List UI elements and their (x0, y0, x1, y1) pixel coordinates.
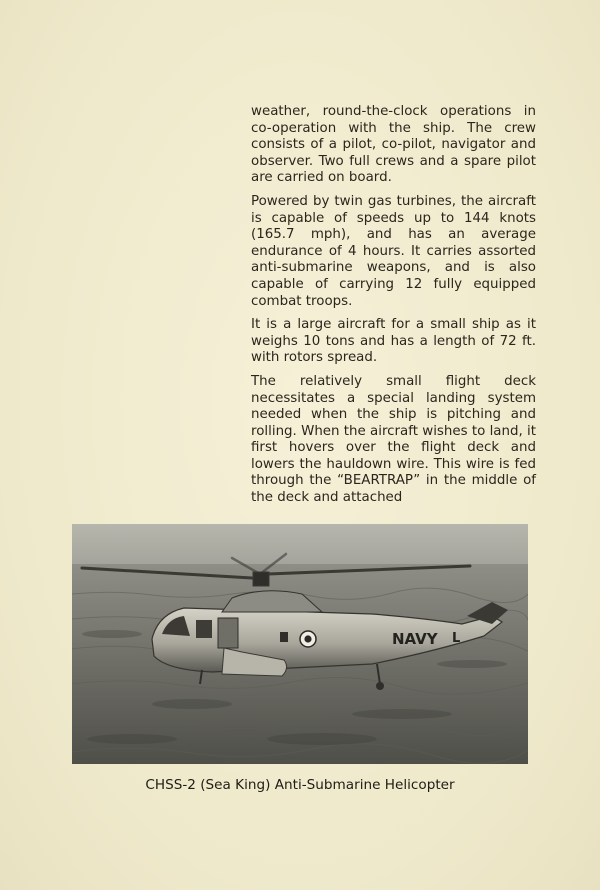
paragraph-crew: weather, round-the-clock operations in co-operation with the ship. The crew consists of a pilot, co-pilot, navigator and observer. Two full crews and a spare pilot are carried on board. (251, 104, 536, 186)
paragraph-performance: Powered by twin gas turbines, the aircraft is capable of speeds up to 144 knots (165.7 mph), and has an average endurance of 4 hours. It carries assorted anti-submarine weapons, and is also capable of carrying 12 fully equipped combat troops. (251, 193, 536, 309)
photo-caption: CHSS-2 (Sea King) Anti-Submarine Helicopter (145, 777, 455, 793)
tail-marking: L (452, 631, 461, 646)
helicopter-illustration (72, 524, 528, 764)
body-text-column (251, 104, 536, 514)
paragraph-landing: The relatively small flight deck necessitates a special landing system needed when the ship is pitching and rolling. When the aircraft wishes to land, it first hovers over the flight deck and lowers the hauldown wire. This wire is fed through the “BEARTRAP” in the middle of the deck and attached (251, 373, 536, 506)
helicopter-photo (72, 524, 528, 764)
fuselage-marking: NAVY (392, 630, 438, 648)
paragraph-size: It is a large aircraft for a small ship as it weighs 10 tons and has a length of 72 ft. with rotors spread. (251, 317, 536, 366)
sky (72, 524, 528, 569)
